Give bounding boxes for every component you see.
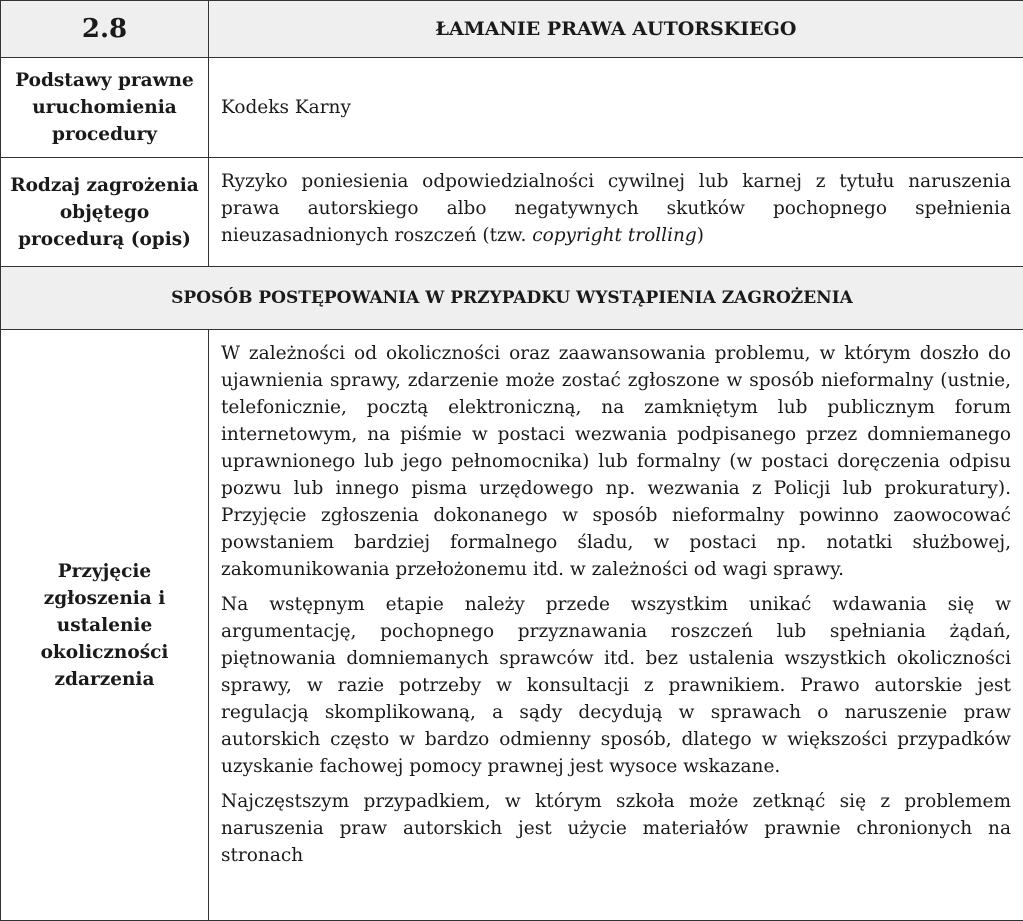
section-title: SPOSÓB POSTĘPOWANIA W PRZYPADKU WYSTĄPIENIA ZAGROŻENIA [1,267,1023,330]
legal-basis-label: Podstawy prawne uruchomienia procedury [1,58,209,158]
acceptance-row [1,330,1023,921]
header-row [1,1,1023,58]
threat-type-row [1,158,1023,267]
threat-type-label: Rodzaj zagrożenia objętego procedurą (opis) [1,158,209,267]
legal-basis-value: Kodeks Karny [209,58,1023,158]
legal-basis-row [1,58,1023,158]
threat-text-end: ) [697,225,704,246]
acceptance-content [209,330,1023,921]
threat-type-description [209,158,1023,267]
acceptance-paragraph: Najczęstszym przypadkiem, w którym szkoła może zetknąć się z problemem naruszenia praw autorskich jest użycie materiałów prawnie chronionych na stronach [221,788,1011,869]
section-header-row [1,267,1023,330]
acceptance-paragraph: Na wstępnym etapie należy przede wszystkim unikać wdawania się w argumentację, pochopnego przyznawania roszczeń lub spełniania żądań, piętnowania domniemanych sprawców itd. bez ustalenia wszystkich okoliczności sprawy, w razie potrzeby w konsultacji z prawnikiem. Prawo autorskie jest regulacją skomplikowaną, a sądy decydują w sprawach o naruszenie praw autorskich często w bardzo odmienny sposób, dlatego w większości przypadków uzyskanie fachowej pomocy prawnej jest wysoce wskazane. [221,591,1011,780]
threat-text-main: Ryzyko poniesienia odpowiedzialności cywilnej lub karnej z tytułu naruszenia prawa autorskiego albo negatywnych skutków pochopnego spełnienia nieuzasadnionych roszczeń (tzw. [221,171,1011,246]
threat-text-italic: copyright trolling [532,225,697,246]
procedure-number: 2.8 [1,1,209,58]
acceptance-paragraph: W zależności od okoliczności oraz zaawansowania problemu, w którym doszło do ujawnienia sprawy, zdarzenie może zostać zgłoszone w sposób nieformalny (ustnie, telefonicznie, pocztą elektroniczną, na zamkniętym lub publicznym forum internetowym, na piśmie w postaci wezwania podpisanego przez domniemanego uprawnionego lub jego pełnomocnika) lub formalny (w postaci doręczenia odpisu pozwu lub innego pisma urzędowego np. wezwania z Policji lub prokuratury). Przyjęcie zgłoszenia dokonanego w sposób nieformalny powinno zaowocować powstaniem bardziej formalnego śladu, w postaci np. notatki służbowej, zakomunikowania przełożonemu itd. w zależności od wagi sprawy. [221,340,1011,583]
acceptance-label: Przyjęcie zgłoszenia i ustalenie okoliczności zdarzenia [1,330,209,921]
procedure-title: ŁAMANIE PRAWA AUTORSKIEGO [209,1,1023,58]
